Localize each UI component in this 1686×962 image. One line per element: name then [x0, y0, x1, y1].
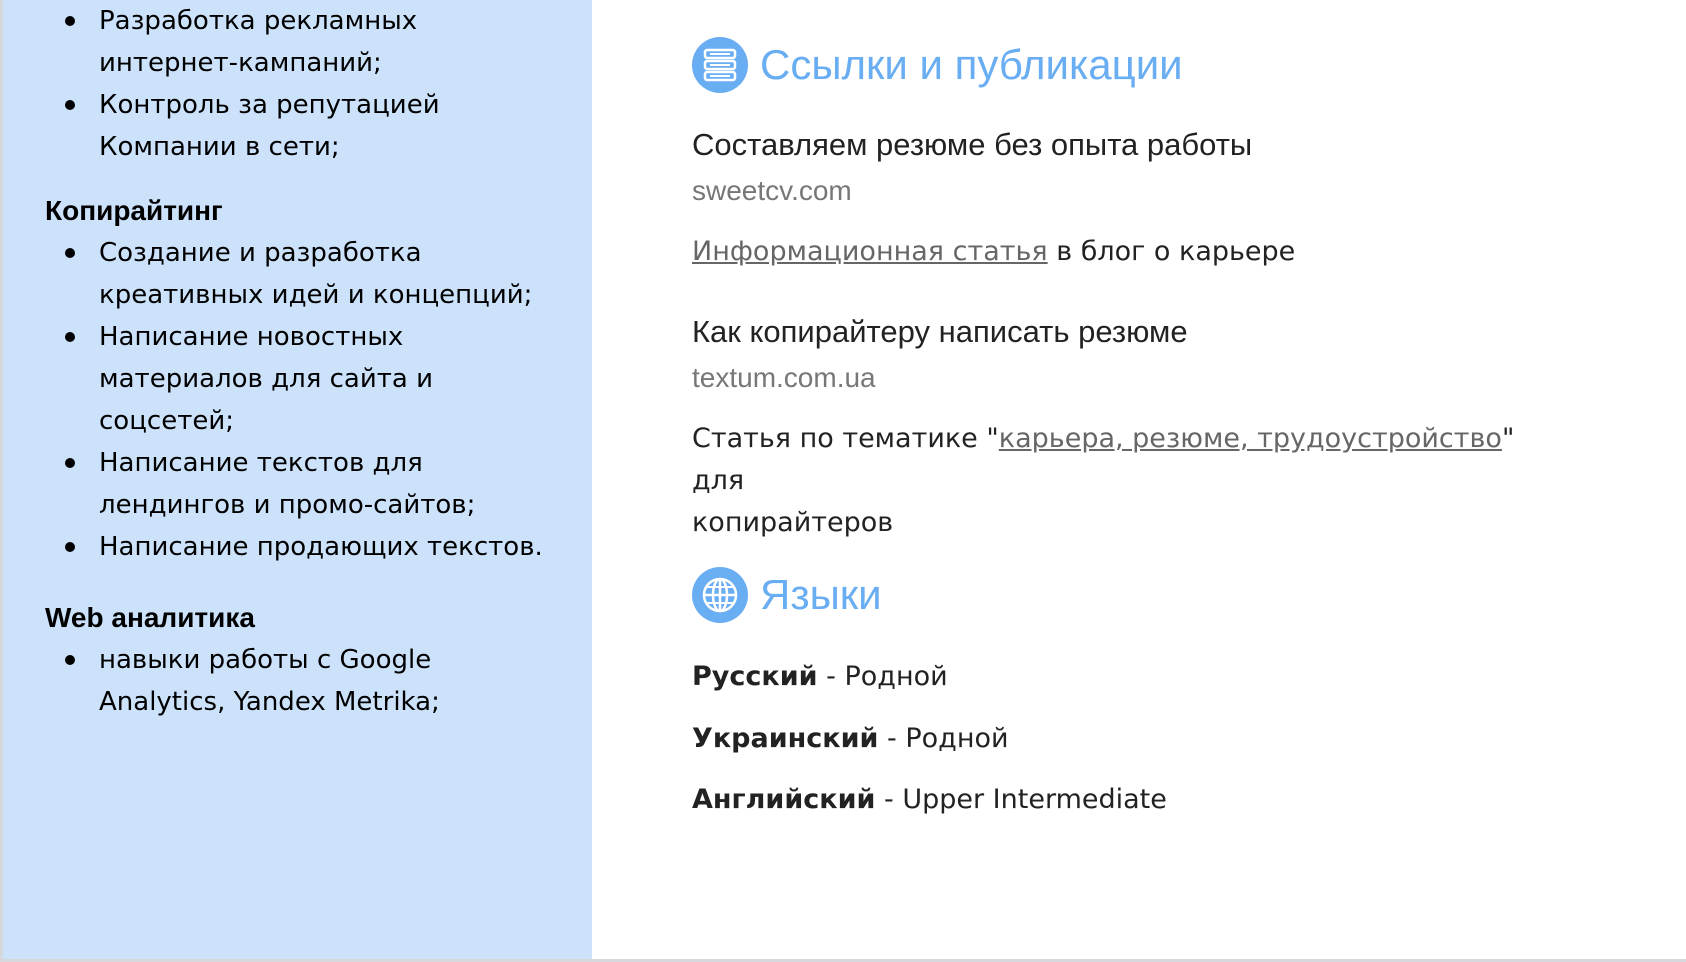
list-item: [45, 639, 585, 723]
skill-group-title: Web аналитика: [45, 602, 255, 633]
bullet: [65, 100, 75, 110]
section-title: Ссылки и публикации: [760, 41, 1183, 88]
list-item: [45, 316, 585, 442]
skill-list: [45, 639, 585, 723]
publication-item: [692, 312, 1572, 544]
language-level: - Родной: [817, 661, 948, 692]
publication-source: textum.com.ua: [692, 362, 876, 393]
language-item: [692, 657, 948, 697]
item-line: лендингов и промо-сайтов;: [99, 490, 476, 520]
description-text: в блог о карьере: [1047, 236, 1296, 267]
skill-group-marketing: [45, 0, 585, 168]
bullet: [65, 332, 75, 342]
list-item: [45, 442, 585, 526]
list-item: [45, 0, 585, 84]
item-line: креативных идей и концепций;: [99, 280, 533, 310]
sidebar: [3, 0, 592, 959]
item-line: навыки работы с Google: [99, 645, 432, 675]
language-level: - Родной: [878, 723, 1009, 754]
section-header-publications: [692, 35, 1183, 95]
bullet: [65, 655, 75, 665]
publication-title: Как копирайтеру написать резюме: [692, 314, 1188, 349]
publication-item: [692, 125, 1572, 273]
skill-group-copywriting: [45, 190, 585, 568]
item-line: Разработка рекламных: [99, 6, 418, 36]
item-line: соцсетей;: [99, 406, 234, 436]
globe-icon: [692, 567, 748, 623]
item-line: Написание продающих текстов.: [99, 532, 543, 562]
section-title: Языки: [760, 571, 882, 618]
language-level: - Upper Intermediate: [875, 784, 1167, 815]
item-line: Analytics, Yandex Metrika;: [99, 687, 440, 717]
language-item: [692, 780, 1167, 820]
publication-description: [692, 418, 1572, 544]
item-line: Компании в сети;: [99, 132, 340, 162]
books-icon: [692, 37, 748, 93]
item-line: интернет-кампаний;: [99, 48, 382, 78]
skill-list: [45, 232, 585, 568]
skill-group-title: Копирайтинг: [45, 195, 223, 226]
bullet: [65, 458, 75, 468]
language-name: Украинский: [692, 723, 879, 754]
description-text: копирайтеров: [692, 507, 894, 538]
item-line: Написание новостных: [99, 322, 404, 352]
language-item: [692, 719, 1009, 759]
publication-source: sweetcv.com: [692, 175, 852, 206]
section-header-languages: [692, 565, 882, 625]
list-item: [45, 526, 585, 568]
bullet: [65, 248, 75, 258]
item-line: Контроль за репутацией: [99, 90, 440, 120]
bullet: [65, 542, 75, 552]
publication-title: Составляем резюме без опыта работы: [692, 127, 1253, 162]
item-line: Написание текстов для: [99, 448, 423, 478]
description-text: " для: [692, 423, 1515, 496]
language-name: Русский: [692, 661, 818, 692]
main-content: [592, 0, 1686, 959]
publication-link[interactable]: карьера, резюме, трудоустройство: [998, 423, 1502, 454]
list-item: [45, 84, 585, 168]
list-item: [45, 232, 585, 316]
skill-group-web-analytics: [45, 597, 585, 723]
description-text: Статья по тематике ": [692, 423, 999, 454]
publication-link[interactable]: Информационная статья: [692, 236, 1048, 267]
item-line: Создание и разработка: [99, 238, 422, 268]
bullet: [65, 16, 75, 26]
language-name: Английский: [692, 784, 876, 815]
skill-list: [45, 0, 585, 168]
item-line: материалов для сайта и: [99, 364, 434, 394]
publication-description: [692, 231, 1572, 273]
